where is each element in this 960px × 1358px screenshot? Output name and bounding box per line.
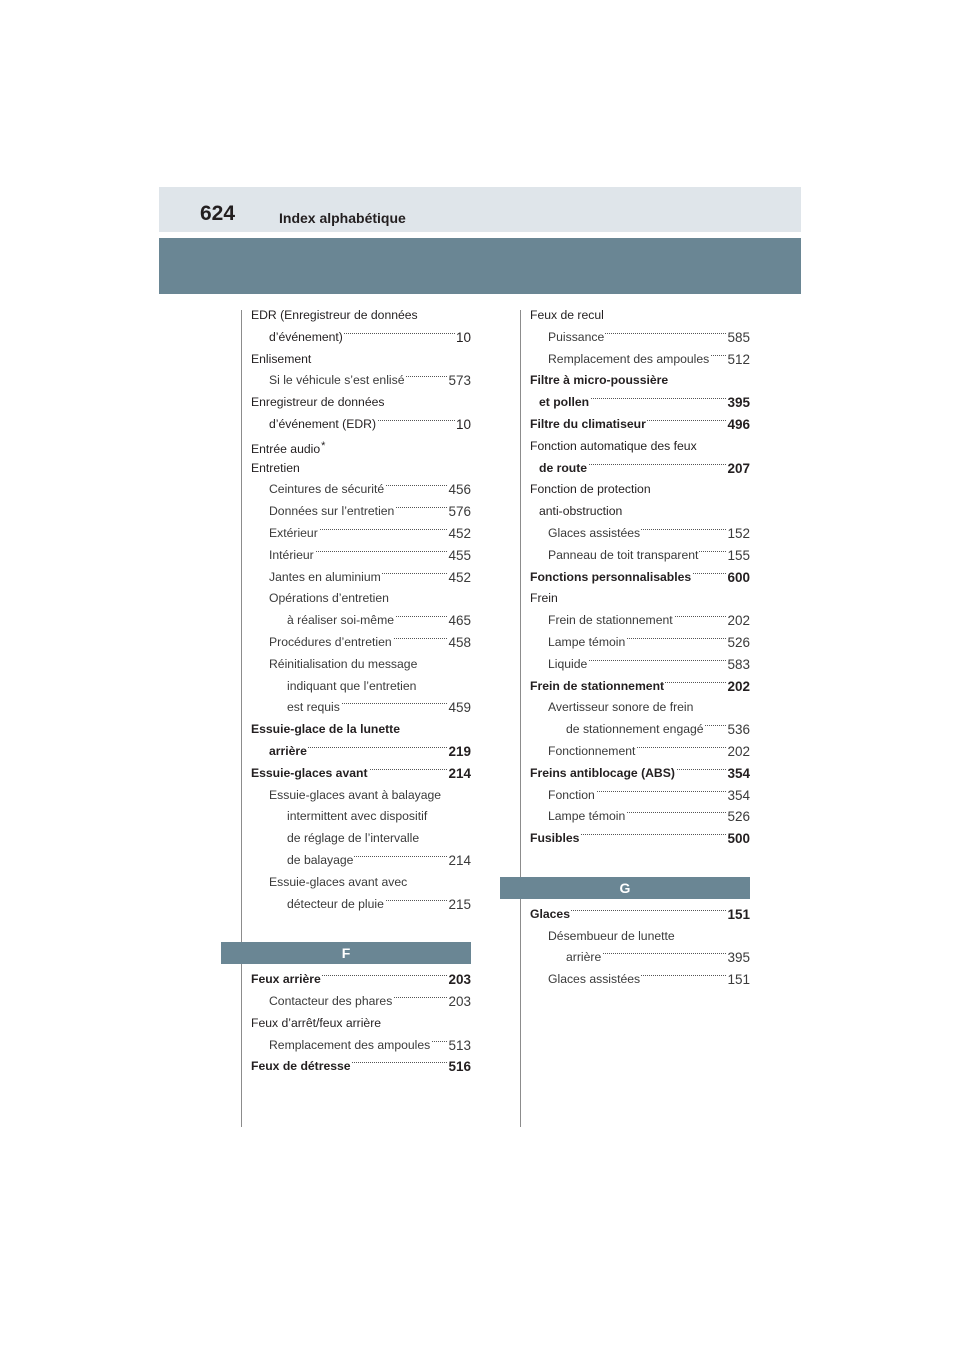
index-entry-label: détecteur de pluie [287, 896, 384, 911]
index-entry-label: Panneau de toit transparent [548, 547, 699, 562]
index-entry-label: Réinitialisation du message [269, 656, 418, 671]
index-entry-label: Glaces [530, 906, 570, 921]
index-entry [530, 676, 750, 698]
index-entry [251, 588, 471, 610]
index-entry-label: Avertisseur sonore de frein [548, 700, 694, 715]
index-entry-label: et pollen [539, 395, 590, 410]
index-entry [530, 719, 750, 741]
index-entry-label: Lampe témoin [548, 634, 626, 649]
index-entry-label: Fusibles [530, 831, 580, 846]
index-entry [251, 545, 471, 567]
index-entry-label: de réglage de l’intervalle [287, 831, 420, 846]
index-entry [251, 894, 471, 916]
index-entry [530, 785, 750, 807]
index-page-ref[interactable]: 10 [455, 414, 471, 436]
letter-heading: F [221, 942, 471, 964]
asterisk-mark: * [321, 439, 326, 452]
index-entry [530, 969, 750, 991]
index-entry [530, 610, 750, 632]
index-entry [530, 458, 750, 480]
index-entry [251, 654, 471, 676]
index-entry [530, 327, 750, 349]
index-entry-label: Glaces assistées [548, 972, 641, 987]
index-entry-label: Filtre à micro-poussière [530, 373, 669, 388]
index-page-ref[interactable]: 512 [726, 349, 750, 371]
index-entry [251, 414, 471, 436]
index-entry-label: Liquide [548, 656, 588, 671]
index-page-ref[interactable]: 536 [726, 719, 750, 741]
index-entry-label: à réaliser soi-même [287, 613, 395, 628]
index-entry-label: de route [539, 460, 588, 475]
index-entry [251, 327, 471, 349]
index-page-ref[interactable]: 203 [447, 969, 471, 991]
index-page-ref[interactable]: 151 [726, 969, 750, 991]
index-entry [530, 947, 750, 969]
index-column-right [530, 305, 750, 991]
index-page-ref[interactable]: 214 [447, 850, 471, 872]
index-page-ref[interactable]: 600 [726, 567, 750, 589]
index-page-ref[interactable]: 215 [447, 894, 471, 916]
index-entry [530, 349, 750, 371]
index-entry [251, 479, 471, 501]
index-entry-label: Feux arrière [251, 972, 321, 987]
header-bar [159, 187, 801, 232]
index-page-ref[interactable]: 207 [726, 458, 750, 480]
index-entry-label: Frein de stationnement [548, 613, 673, 628]
index-page-ref[interactable]: 203 [447, 991, 471, 1013]
index-entry [530, 632, 750, 654]
index-entry-label: Essuie-glaces avant [251, 765, 368, 780]
index-entry-label: Freins antiblocage (ABS) [530, 765, 675, 780]
index-page-ref[interactable]: 500 [726, 828, 750, 850]
index-entry-label: intermittent avec dispositif [287, 809, 428, 824]
index-entry [530, 501, 750, 523]
index-column-left [251, 305, 471, 1078]
index-entry [251, 523, 471, 545]
index-page-ref[interactable]: 465 [447, 610, 471, 632]
index-entry [251, 501, 471, 523]
index-page-ref[interactable]: 583 [726, 654, 750, 676]
index-entry [251, 1013, 471, 1035]
index-entry [251, 850, 471, 872]
index-entry-label: Lampe témoin [548, 809, 626, 824]
index-entry [251, 697, 471, 719]
index-entry-label: Fonction automatique des feux [530, 438, 697, 453]
index-entry [530, 370, 750, 392]
index-entry-label: Entretien [251, 460, 300, 475]
index-entry [530, 414, 750, 436]
index-entry [251, 806, 471, 828]
index-entry-label: Fonctions personnalisables [530, 569, 692, 584]
index-entry-label: Frein de stationnement [530, 678, 665, 693]
index-page-ref[interactable]: 155 [726, 545, 750, 567]
index-page-ref[interactable]: 354 [726, 785, 750, 807]
index-entry [251, 458, 471, 480]
index-entry [530, 763, 750, 785]
index-entry [251, 785, 471, 807]
index-entry [251, 567, 471, 589]
index-entry-label: d’événement (EDR) [269, 416, 377, 431]
index-entry [530, 436, 750, 458]
index-page-ref[interactable]: 455 [447, 545, 471, 567]
index-page-ref[interactable]: 585 [726, 327, 750, 349]
index-entry [251, 610, 471, 632]
letter-heading: G [500, 877, 750, 899]
index-entry [530, 392, 750, 414]
index-entry-label: Feux de détresse [251, 1059, 351, 1074]
page-number: 624 [200, 202, 236, 225]
header-band [159, 238, 801, 294]
index-entry-label: Désembueur de lunette [548, 928, 675, 943]
index-entry [530, 305, 750, 327]
index-entry [251, 632, 471, 654]
index-entry-label: Essuie-glace de la lunette [251, 722, 401, 737]
index-entry-label: est requis [287, 700, 340, 715]
index-page-ref[interactable]: 202 [726, 610, 750, 632]
index-entry [251, 676, 471, 698]
index-entry [530, 567, 750, 589]
index-entry [530, 545, 750, 567]
index-entry-label: Fonction [548, 787, 595, 802]
index-entry-label: Jantes en aluminium [269, 569, 381, 584]
index-entry-label: Si le véhicule s’est enlisé [269, 373, 405, 388]
index-entry [530, 697, 750, 719]
index-entry-label: Enregistreur de données [251, 395, 385, 410]
index-entry [251, 305, 471, 327]
index-entry-label: Essuie-glaces avant avec [269, 874, 408, 889]
index-entry [530, 741, 750, 763]
index-entry [251, 872, 471, 894]
section-title: Index alphabétique [279, 210, 406, 226]
index-entry-label: de balayage [287, 852, 354, 867]
index-entry-label: arrière [566, 950, 602, 965]
index-entry-label: Fonction de protection [530, 482, 651, 497]
index-page-ref[interactable]: 452 [447, 567, 471, 589]
index-entry-label: Ceintures de sécurité [269, 482, 385, 497]
index-page-ref[interactable]: 496 [726, 414, 750, 436]
right-column-rule [520, 310, 521, 1127]
index-page-ref[interactable]: 456 [447, 479, 471, 501]
index-entry [251, 741, 471, 763]
index-page-ref[interactable]: 458 [447, 632, 471, 654]
index-entry [251, 719, 471, 741]
index-entry [251, 969, 471, 991]
index-page-ref[interactable]: 354 [726, 763, 750, 785]
index-entry-label: Contacteur des phares [269, 993, 393, 1008]
index-entry-label: Extérieur [269, 525, 318, 540]
index-page-ref[interactable]: 202 [726, 741, 750, 763]
index-entry-label: Feux de recul [530, 308, 604, 322]
index-entry [530, 479, 750, 501]
index-page-ref[interactable]: 219 [447, 741, 471, 763]
index-entry-label: Remplacement des ampoules [548, 351, 710, 366]
index-spacer [251, 915, 471, 937]
index-entry-label: Données sur l’entretien [269, 504, 395, 519]
index-entry-label: Entrée audio [251, 441, 321, 456]
left-column-rule [241, 310, 242, 1127]
index-entry-label: Glaces assistées [548, 525, 641, 540]
index-entry-label: Enlisement [251, 351, 312, 366]
index-entry-label: Intérieur [269, 547, 314, 562]
index-entry [251, 828, 471, 850]
index-page-ref[interactable]: 576 [447, 501, 471, 523]
index-page-ref[interactable]: 452 [447, 523, 471, 545]
index-entry-label: Puissance [548, 329, 605, 344]
index-page-ref[interactable]: 152 [726, 523, 750, 545]
index-entry-label: Frein [530, 591, 558, 606]
index-entry-label: d’événement) [269, 329, 343, 344]
index-page-ref[interactable]: 202 [726, 676, 750, 698]
index-entry [251, 349, 471, 371]
index-page-ref[interactable]: 516 [447, 1056, 471, 1078]
index-entry-label: Filtre du climatiseur [530, 416, 646, 431]
index-entry [251, 1035, 471, 1057]
index-entry-label: Essuie-glaces avant à balayage [269, 787, 442, 802]
index-page-ref[interactable]: 459 [447, 697, 471, 719]
index-entry-label: Remplacement des ampoules [269, 1037, 431, 1052]
index-page-ref[interactable]: 214 [447, 763, 471, 785]
index-entry-label: Fonctionnement [548, 743, 636, 758]
index-page-ref[interactable]: 573 [447, 370, 471, 392]
index-entry [251, 436, 471, 458]
index-page-ref[interactable]: 395 [726, 392, 750, 414]
index-entry [251, 763, 471, 785]
index-entry [530, 926, 750, 948]
index-page-ref[interactable]: 10 [455, 327, 471, 349]
index-entry-label: Opérations d’entretien [269, 591, 389, 606]
index-entry-label: Feux d’arrêt/feux arrière [251, 1015, 382, 1030]
index-entry-label: de stationnement engagé [566, 722, 704, 737]
index-entry [530, 904, 750, 926]
index-entry-label: EDR (Enregistreur de données [251, 308, 418, 322]
index-entry-label: Procédures d’entretien [269, 634, 392, 649]
index-entry [530, 588, 750, 610]
index-page-ref[interactable]: 151 [726, 904, 750, 926]
index-entry-label: indiquant que l’entretien [287, 678, 417, 693]
index-entry [530, 828, 750, 850]
index-entry-label: anti-obstruction [539, 504, 623, 519]
index-entry [530, 654, 750, 676]
index-page-ref[interactable]: 395 [726, 947, 750, 969]
index-entry-label: arrière [269, 743, 307, 758]
index-entry [251, 991, 471, 1013]
index-entry [251, 370, 471, 392]
index-entry [530, 806, 750, 828]
index-page-ref[interactable]: 526 [726, 632, 750, 654]
index-entry [251, 1056, 471, 1078]
index-spacer [530, 850, 750, 872]
index-entry [251, 392, 471, 414]
index-page-ref[interactable]: 513 [447, 1035, 471, 1057]
index-entry [530, 523, 750, 545]
index-page-ref[interactable]: 526 [726, 806, 750, 828]
